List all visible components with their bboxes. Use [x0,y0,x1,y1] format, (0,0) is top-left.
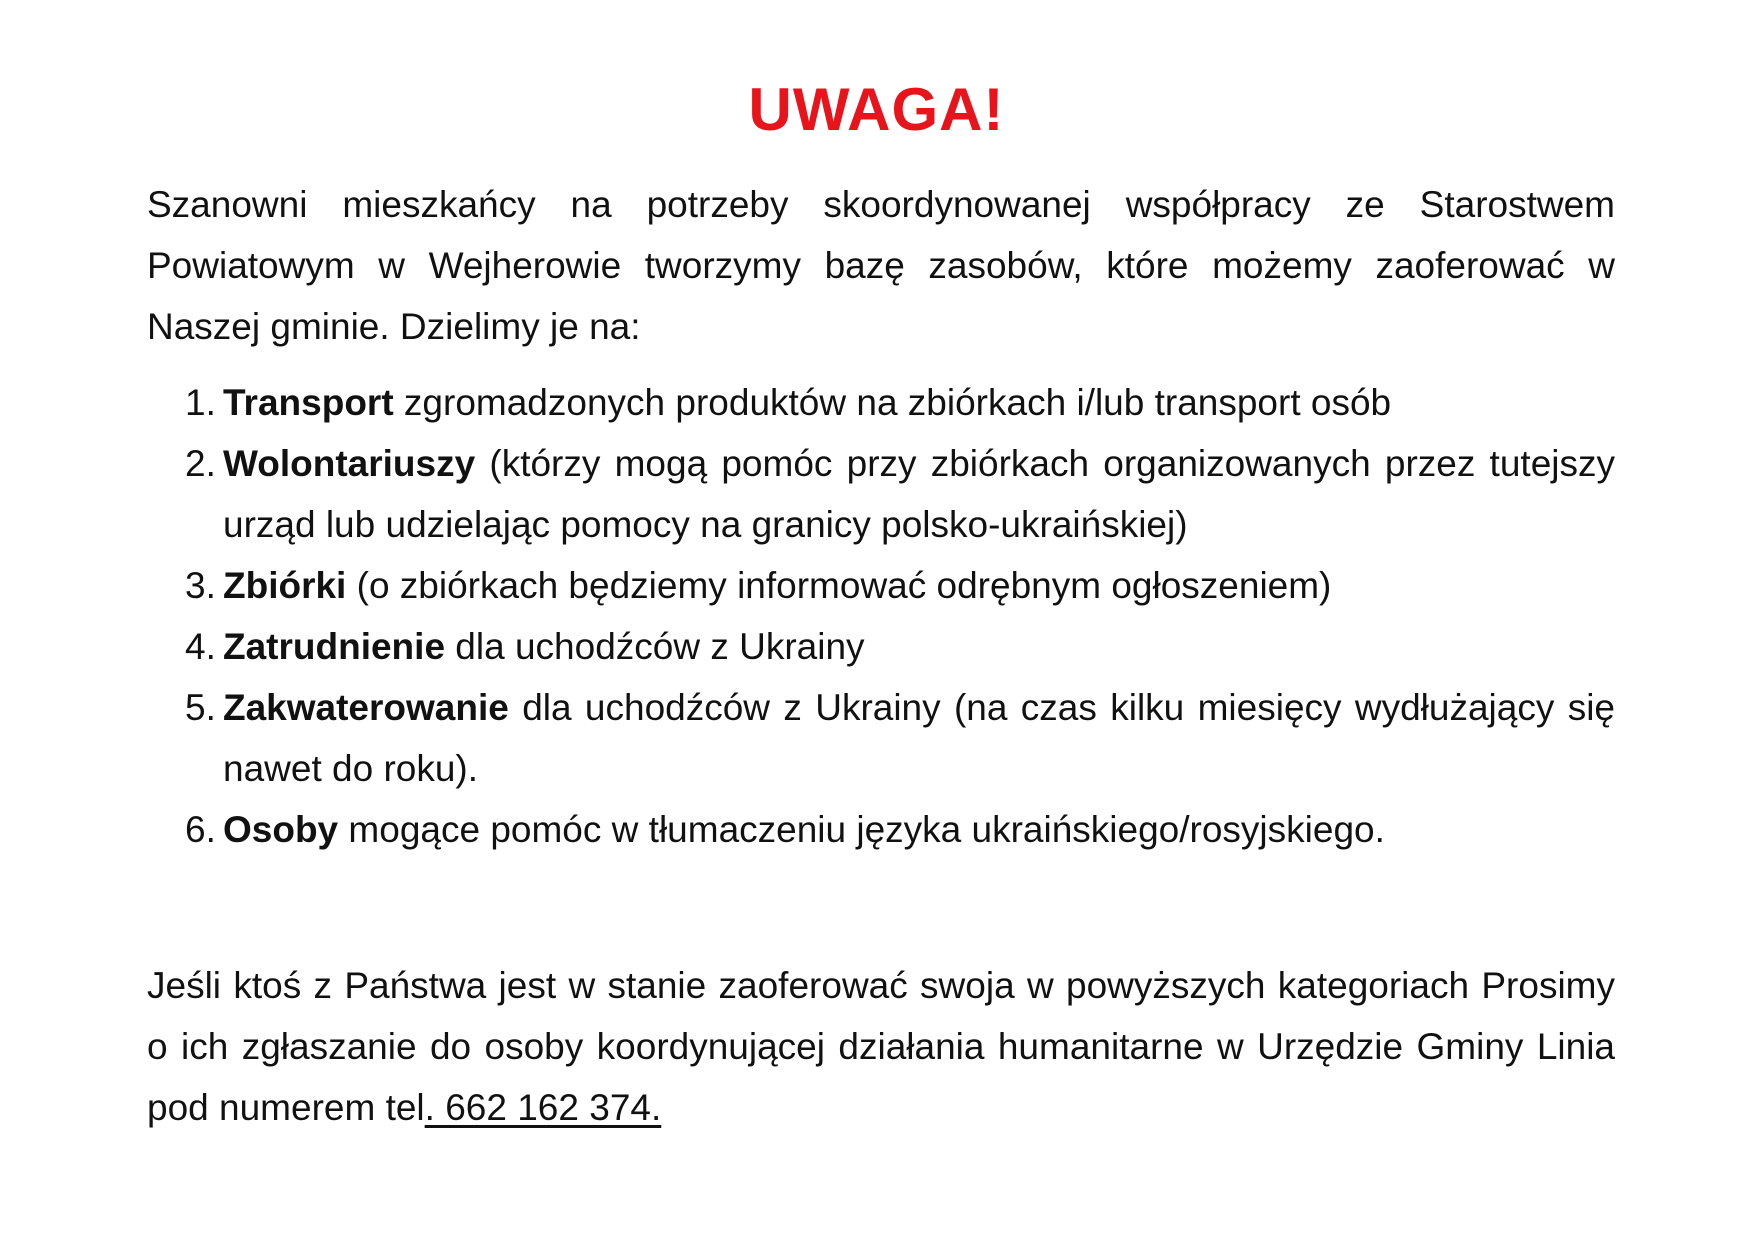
list-item-number: 5. [185,687,216,728]
page-title: UWAGA! [748,76,1005,143]
list-item-heading: Osoby [223,809,339,850]
list-item-number: 2. [185,443,216,484]
list-item-number: 3. [185,565,216,606]
phone-number: . 662 162 374. [424,1087,662,1128]
list-item-text: dla uchodźców z Ukrainy (na czas kilku miesięcy wydłużający się nawet do roku). [223,687,1615,789]
list-item-heading: Transport [223,382,394,423]
list-item-number: 4. [185,626,216,667]
resource-list [147,372,1615,860]
closing-text: Jeśli ktoś z Państwa jest w stanie zaoferować swoja w powyższych kategoriach Prosimy o ich zgłaszanie do osoby koordynującej działania humanitarne w Urzędzie Gminy Linia pod numerem tel [147,965,1615,1128]
closing-paragraph [147,955,1615,1138]
intro-paragraph: Szanowni mieszkańcy na potrzeby skoordynowanej współpracy ze Starostwem Powiatowym w Wejherowie tworzymy bazę zasobów, które możemy zaoferować w Naszej gminie. Dzielimy je na: [147,184,1615,347]
list-item-collections [147,555,1615,616]
list-item-number: 1. [185,382,216,423]
list-item-volunteers [147,433,1615,555]
list-item-employment [147,616,1615,677]
list-item-heading: Zbiórki [223,565,347,606]
list-item-text: zgromadzonych produktów na zbiórkach i/lub transport osób [393,382,1392,423]
list-item-heading: Wolontariuszy [223,443,476,484]
list-item-text: (o zbiórkach będziemy informować odrębnym ogłoszeniem) [346,565,1332,606]
list-item-text: (którzy mogą pomóc przy zbiórkach organizowanych przez tutejszy urząd lub udzielając pomocy na granicy polsko-ukraińskiej) [223,443,1615,545]
list-item-number: 6. [185,809,216,850]
list-item-text: mogące pomóc w tłumaczeniu języka ukraińskiego/rosyjskiego. [338,809,1385,850]
list-item-accommodation [147,677,1615,799]
list-item-heading: Zakwaterowanie [223,687,509,728]
list-item-text: dla uchodźców z Ukrainy [445,626,865,667]
list-item-heading: Zatrudnienie [223,626,446,667]
list-item-transport [147,372,1615,433]
list-item-translators [147,799,1615,860]
